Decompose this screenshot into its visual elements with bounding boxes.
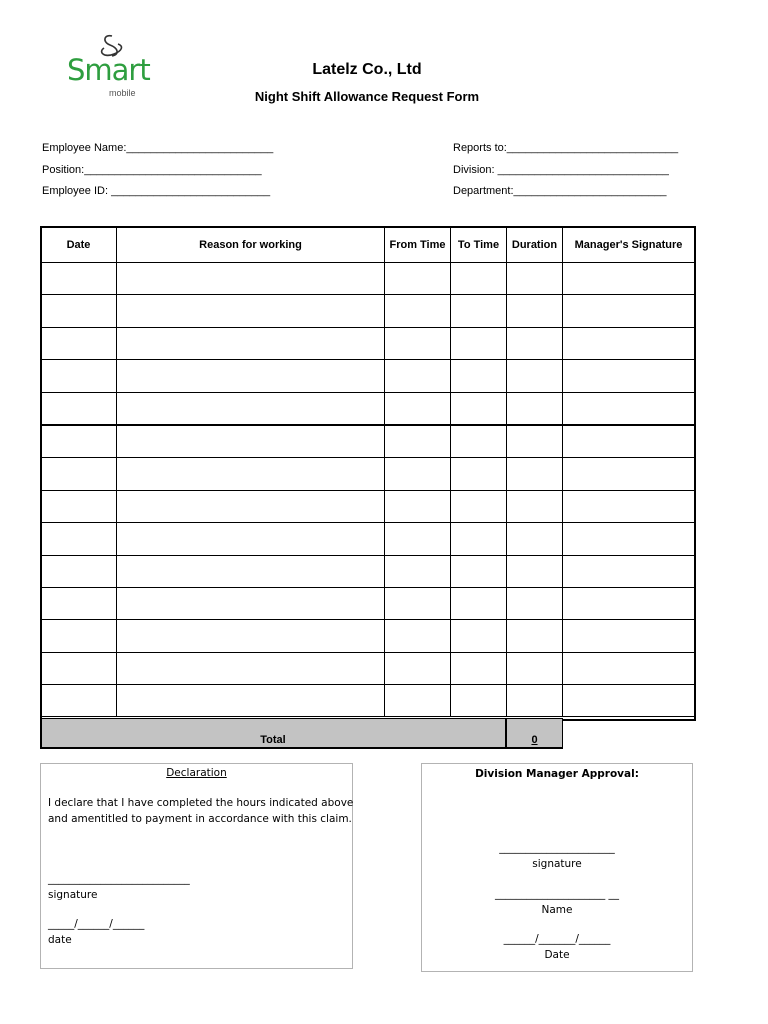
table-row — [41, 587, 695, 619]
to-time-cell[interactable] — [451, 490, 507, 522]
date-cell[interactable] — [41, 263, 117, 295]
duration-cell[interactable] — [507, 263, 563, 295]
duration-cell[interactable] — [507, 458, 563, 490]
reason-cell[interactable] — [117, 652, 385, 684]
declaration-text-line-2: and amentitled to payment in accordance with this claim. — [48, 813, 352, 825]
manager-signature-cell[interactable] — [563, 392, 695, 425]
reason-cell[interactable] — [117, 685, 385, 717]
date-cell[interactable] — [41, 327, 117, 359]
date-cell[interactable] — [41, 652, 117, 684]
reason-cell[interactable] — [117, 523, 385, 555]
duration-cell[interactable] — [507, 490, 563, 522]
approval-date-line[interactable]: ______/_______/______ — [503, 933, 611, 945]
logo-brand-text: Smart — [67, 53, 150, 87]
date-cell[interactable] — [41, 490, 117, 522]
date-cell[interactable] — [41, 458, 117, 490]
to-time-cell[interactable] — [451, 555, 507, 587]
from-time-cell[interactable] — [385, 392, 451, 425]
table-row — [41, 392, 695, 425]
manager-signature-cell[interactable] — [563, 555, 695, 587]
manager-signature-cell[interactable] — [563, 425, 695, 458]
logo-tagline: mobile — [109, 88, 136, 98]
to-time-cell[interactable] — [451, 295, 507, 327]
col-header-duration: Duration — [507, 227, 563, 263]
duration-cell[interactable] — [507, 685, 563, 717]
table-row — [41, 620, 695, 652]
duration-cell[interactable] — [507, 392, 563, 425]
manager-signature-cell[interactable] — [563, 685, 695, 717]
from-time-cell[interactable] — [385, 425, 451, 458]
table-row — [41, 327, 695, 359]
form-title: Night Shift Allowance Request Form — [254, 89, 480, 104]
department-field[interactable]: Department:_________________________ — [453, 185, 667, 197]
from-time-cell[interactable] — [385, 360, 451, 392]
table-row — [41, 685, 695, 717]
manager-signature-cell[interactable] — [563, 327, 695, 359]
from-time-cell[interactable] — [385, 263, 451, 295]
to-time-cell[interactable] — [451, 458, 507, 490]
date-cell[interactable] — [41, 555, 117, 587]
employee-name-field[interactable]: Employee Name:________________________ — [42, 142, 274, 154]
reason-cell[interactable] — [117, 392, 385, 425]
reason-cell[interactable] — [117, 458, 385, 490]
manager-signature-cell[interactable] — [563, 263, 695, 295]
approval-date-label: Date — [544, 949, 570, 961]
manager-signature-cell[interactable] — [563, 587, 695, 619]
total-value: 0 — [531, 734, 538, 746]
to-time-cell[interactable] — [451, 685, 507, 717]
table-row — [41, 652, 695, 684]
duration-cell[interactable] — [507, 425, 563, 458]
duration-cell[interactable] — [507, 652, 563, 684]
date-cell[interactable] — [41, 523, 117, 555]
reason-cell[interactable] — [117, 263, 385, 295]
table-row — [41, 295, 695, 327]
duration-cell[interactable] — [507, 620, 563, 652]
table-row — [41, 360, 695, 392]
to-time-cell[interactable] — [451, 360, 507, 392]
date-cell[interactable] — [41, 295, 117, 327]
approval-name-line[interactable]: _____________________ __ — [494, 888, 620, 900]
reason-cell[interactable] — [117, 425, 385, 458]
to-time-cell[interactable] — [451, 263, 507, 295]
reason-cell[interactable] — [117, 587, 385, 619]
reason-cell[interactable] — [117, 490, 385, 522]
col-header-from-time: From Time — [385, 227, 451, 263]
approval-signature-label: signature — [532, 858, 582, 870]
shift-table — [40, 226, 695, 717]
table-row — [41, 458, 695, 490]
table-row — [41, 263, 695, 295]
to-time-cell[interactable] — [451, 523, 507, 555]
declaration-date-label: date — [48, 934, 72, 946]
reason-cell[interactable] — [117, 620, 385, 652]
from-time-cell[interactable] — [385, 327, 451, 359]
manager-signature-cell[interactable] — [563, 620, 695, 652]
declaration-signature-label: signature — [48, 889, 98, 901]
table-row — [41, 490, 695, 522]
declaration-signature-line[interactable]: ___________________________ — [48, 873, 190, 885]
from-time-cell[interactable] — [385, 652, 451, 684]
declaration-title: Declaration — [166, 767, 227, 779]
duration-cell[interactable] — [507, 360, 563, 392]
approval-title: Division Manager Approval: — [475, 768, 639, 780]
duration-cell[interactable] — [507, 327, 563, 359]
col-header-to-time: To Time — [451, 227, 507, 263]
to-time-cell[interactable] — [451, 392, 507, 425]
approval-name-label: Name — [541, 904, 573, 916]
approval-signature-line[interactable]: ______________________ — [499, 842, 615, 854]
table-row — [41, 555, 695, 587]
from-time-cell[interactable] — [385, 620, 451, 652]
from-time-cell[interactable] — [385, 458, 451, 490]
reason-cell[interactable] — [117, 360, 385, 392]
col-header-date: Date — [41, 227, 117, 263]
col-header-manager-signature: Manager's Signature — [563, 227, 695, 263]
manager-signature-cell[interactable] — [563, 295, 695, 327]
reports-to-field[interactable]: Reports to:____________________________ — [453, 142, 679, 154]
duration-cell[interactable] — [507, 587, 563, 619]
from-time-cell[interactable] — [385, 685, 451, 717]
date-cell[interactable] — [41, 620, 117, 652]
total-label: Total — [260, 734, 286, 746]
company-name: Latelz Co., Ltd — [312, 61, 422, 78]
position-field[interactable]: Position:_____________________________ — [42, 164, 262, 176]
to-time-cell[interactable] — [451, 327, 507, 359]
from-time-cell[interactable] — [385, 523, 451, 555]
to-time-cell[interactable] — [451, 587, 507, 619]
from-time-cell[interactable] — [385, 555, 451, 587]
manager-signature-cell[interactable] — [563, 652, 695, 684]
from-time-cell[interactable] — [385, 490, 451, 522]
reason-cell[interactable] — [117, 327, 385, 359]
table-row — [41, 523, 695, 555]
date-cell[interactable] — [41, 392, 117, 425]
manager-signature-cell[interactable] — [563, 523, 695, 555]
employee-id-field[interactable]: Employee ID: __________________________ — [42, 185, 271, 197]
table-header-row — [41, 227, 695, 263]
manager-signature-cell[interactable] — [563, 490, 695, 522]
date-cell[interactable] — [41, 425, 117, 458]
to-time-cell[interactable] — [451, 620, 507, 652]
date-cell[interactable] — [41, 587, 117, 619]
to-time-cell[interactable] — [451, 425, 507, 458]
manager-signature-cell[interactable] — [563, 360, 695, 392]
reason-cell[interactable] — [117, 295, 385, 327]
declaration-text-line-1: I declare that I have completed the hours indicated above — [48, 797, 354, 809]
col-header-reason: Reason for working — [117, 227, 385, 263]
declaration-date-line[interactable]: _____/______/______ — [48, 918, 145, 930]
duration-cell[interactable] — [507, 555, 563, 587]
date-cell[interactable] — [41, 685, 117, 717]
from-time-cell[interactable] — [385, 295, 451, 327]
from-time-cell[interactable] — [385, 587, 451, 619]
duration-cell[interactable] — [507, 523, 563, 555]
division-field[interactable]: Division: ____________________________ — [453, 164, 669, 176]
reason-cell[interactable] — [117, 555, 385, 587]
table-row — [41, 425, 695, 458]
declaration-box — [40, 763, 353, 969]
date-cell[interactable] — [41, 360, 117, 392]
to-time-cell[interactable] — [451, 652, 507, 684]
duration-cell[interactable] — [507, 295, 563, 327]
manager-signature-cell[interactable] — [563, 458, 695, 490]
